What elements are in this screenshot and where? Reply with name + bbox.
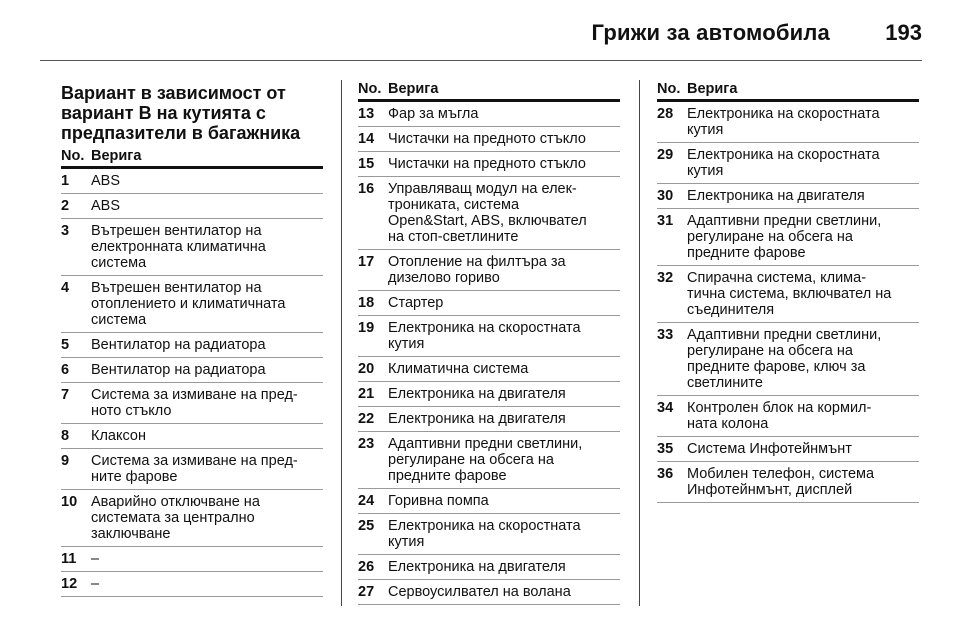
fuse-circuit: Електроника на скоростната кутия (388, 518, 581, 550)
table-row (657, 266, 919, 323)
table-row (358, 177, 620, 250)
fuse-number: 16 (358, 181, 375, 197)
table-row (657, 396, 919, 437)
fuse-circuit: Чистачки на предното стъкло (388, 131, 586, 147)
header-rule (40, 60, 922, 61)
fuse-circuit: Система за измиване на пред- ното стъкло (91, 387, 298, 419)
fuse-number: 14 (358, 131, 375, 147)
fuse-circuit: Електроника на двигателя (388, 411, 566, 427)
table-row (657, 437, 919, 462)
fuse-number: 11 (61, 551, 77, 567)
fuse-number: 31 (657, 213, 674, 229)
fuse-number: 21 (358, 386, 375, 402)
fuse-number: 8 (61, 428, 70, 444)
table-row (358, 102, 620, 127)
fuse-circuit: ABS (91, 198, 121, 214)
table-row (358, 580, 620, 605)
table-row (657, 462, 919, 503)
table-row (657, 143, 919, 184)
fuse-number: 28 (657, 106, 674, 122)
table-row (358, 514, 620, 555)
fuse-number: 13 (358, 106, 375, 122)
fuse-circuit: Адаптивни предни светлини, регулиране на обсега на предните фарове (388, 436, 583, 484)
fuse-circuit: Климатична система (388, 361, 529, 377)
fuse-circuit: Отопление на филтъра за дизелово гориво (388, 254, 566, 286)
fuse-number: 27 (358, 584, 375, 600)
fuse-circuit: Вътрешен вентилатор на отоплението и климатичната система (91, 280, 286, 328)
table-row (61, 358, 323, 383)
table-row (61, 333, 323, 358)
fuse-circuit: Електроника на скоростната кутия (388, 320, 581, 352)
fuse-circuit: Чистачки на предното стъкло (388, 156, 586, 172)
table-row (358, 250, 620, 291)
fuse-number: 30 (657, 188, 674, 204)
fuse-column-1 (61, 80, 323, 597)
table-row (358, 152, 620, 177)
fuse-number: 1 (61, 173, 70, 189)
table-row (61, 169, 323, 194)
fuse-circuit: Система Инфотейнмънт (687, 441, 852, 457)
fuse-circuit: Фар за мъгла (388, 106, 479, 122)
column-divider (341, 80, 342, 606)
table-row (61, 449, 323, 490)
table-row (61, 424, 323, 449)
fuse-number: 26 (358, 559, 375, 575)
fuse-circuit: Вентилатор на радиатора (91, 362, 266, 378)
column-header-no: No. (61, 148, 85, 164)
fuse-circuit: – (91, 576, 100, 592)
table-row (358, 489, 620, 514)
fuse-circuit: Сервоусилвател на волана (388, 584, 571, 600)
fuse-circuit: Аварийно отключване на системата за централно заключване (91, 494, 260, 542)
fuse-number: 9 (61, 453, 70, 469)
fuse-number: 3 (61, 223, 70, 239)
fuse-number: 36 (657, 466, 674, 482)
fuse-number: 34 (657, 400, 674, 416)
fuse-circuit: Адаптивни предни светлини, регулиране на обсега на предните фарове, ключ за светлините (687, 327, 882, 391)
fuse-number: 10 (61, 494, 78, 510)
fuse-number: 25 (358, 518, 375, 534)
column-header-circuit: Верига (687, 81, 738, 97)
fuse-circuit: Мобилен телефон, система Инфотейнмънт, дисплей (687, 466, 875, 498)
table-row (61, 383, 323, 424)
table-row (657, 209, 919, 266)
table-row (358, 407, 620, 432)
fuse-number: 15 (358, 156, 375, 172)
table-header (358, 80, 620, 102)
fuse-circuit: Електроника на двигателя (388, 386, 566, 402)
table-row (358, 357, 620, 382)
column-header-no: No. (657, 81, 681, 97)
fuse-circuit: Стартер (388, 295, 444, 311)
column-header-circuit: Верига (388, 81, 439, 97)
fuse-column-3 (657, 80, 919, 503)
fuse-number: 4 (61, 280, 70, 296)
fuse-number: 24 (358, 493, 375, 509)
fuse-circuit: Електроника на скоростната кутия (687, 147, 880, 179)
table-row (657, 184, 919, 209)
table-row (61, 219, 323, 276)
header-title: Грижи за автомобила (591, 20, 830, 45)
fuse-number: 20 (358, 361, 375, 377)
table-row (657, 102, 919, 143)
fuse-number: 29 (657, 147, 674, 163)
section-title: Вариант в зависимост от вариант B на кутията с предпазители в багажника (61, 83, 301, 143)
fuse-circuit: Вътрешен вентилатор на електронната климатична система (91, 223, 266, 271)
fuse-circuit: Горивна помпа (388, 493, 489, 509)
fuse-circuit: Спирачна система, клима- тична система, включвател на съединителя (687, 270, 892, 318)
fuse-number: 22 (358, 411, 375, 427)
table-header (61, 147, 323, 169)
table-row (61, 276, 323, 333)
fuse-column-2 (358, 80, 620, 605)
column-divider (639, 80, 640, 606)
table-row (358, 316, 620, 357)
page-number: 193 (885, 20, 922, 45)
fuse-number: 2 (61, 198, 70, 214)
table-row (657, 323, 919, 396)
fuse-number: 12 (61, 576, 78, 592)
fuse-circuit: Управляващ модул на елек- трониката, система Open&Start, ABS, включвател на стоп-светлините (388, 181, 587, 245)
fuse-rows (61, 169, 323, 597)
fuse-circuit: Контролен блок на кормил- ната колона (687, 400, 872, 432)
fuse-circuit: – (91, 551, 100, 567)
fuse-number: 6 (61, 362, 70, 378)
fuse-circuit: Клаксон (91, 428, 146, 444)
fuse-number: 18 (358, 295, 375, 311)
fuse-number: 33 (657, 327, 674, 343)
table-row (61, 194, 323, 219)
table-row (358, 555, 620, 580)
fuse-number: 5 (61, 337, 70, 353)
fuse-circuit: Електроника на двигателя (687, 188, 865, 204)
fuse-number: 23 (358, 436, 375, 452)
table-header (657, 80, 919, 102)
fuse-rows (358, 102, 620, 605)
table-row (358, 127, 620, 152)
table-row (61, 547, 323, 572)
fuse-circuit: Електроника на двигателя (388, 559, 566, 575)
table-row (358, 382, 620, 407)
fuse-rows (657, 102, 919, 503)
fuse-number: 17 (358, 254, 375, 270)
fuse-circuit: Електроника на скоростната кутия (687, 106, 880, 138)
fuse-circuit: ABS (91, 173, 121, 189)
fuse-circuit: Система за измиване на пред- ните фарове (91, 453, 298, 485)
table-row (358, 432, 620, 489)
fuse-number: 7 (61, 387, 70, 403)
fuse-number: 32 (657, 270, 674, 286)
fuse-circuit: Вентилатор на радиатора (91, 337, 266, 353)
fuse-number: 35 (657, 441, 674, 457)
table-row (61, 490, 323, 547)
fuse-number: 19 (358, 320, 375, 336)
fuse-circuit: Адаптивни предни светлини, регулиране на обсега на предните фарове (687, 213, 882, 261)
table-row (358, 291, 620, 316)
page-header (40, 0, 922, 60)
column-header-circuit: Верига (91, 148, 142, 164)
column-header-no: No. (358, 81, 382, 97)
table-row (61, 572, 323, 597)
